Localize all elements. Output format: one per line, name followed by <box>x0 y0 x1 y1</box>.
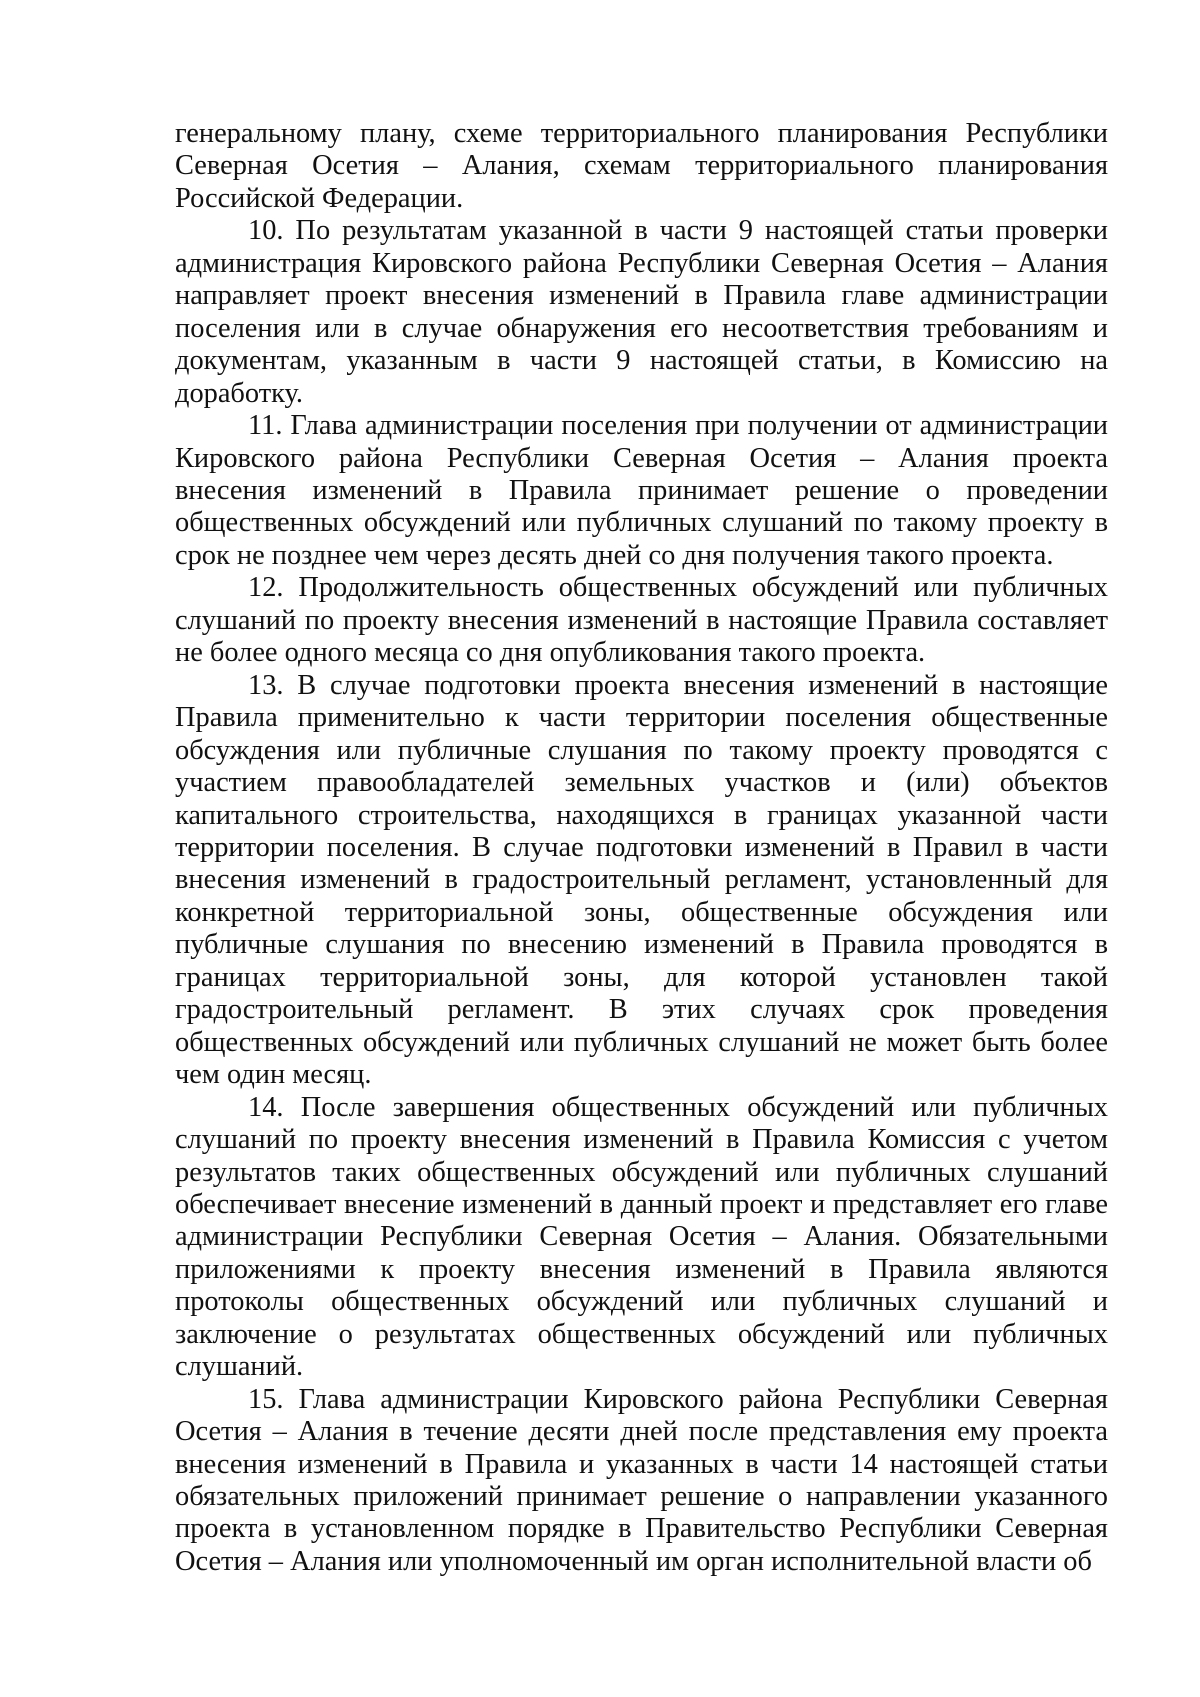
paragraph-14: 14. После завершения общественных обсуждений или публичных слушаний по проекту внесения изменений в Правила Комиссия с учетом результатов таких общественных обсуждений или публичных слушаний обеспечивает внесение изменений в данный проект и представляет его главе администрации Республики Северная Осетия – Алания. Обязательными приложениями к проекту внесения изменений в Правила являются протоколы общественных обсуждений или публичных слушаний и заключение о результатах общественных обсуждений или публичных слушаний. <box>175 1091 1108 1383</box>
paragraph-12: 12. Продолжительность общественных обсуждений или публичных слушаний по проекту внесения изменений в настоящие Правила составляет не более одного месяца со дня опубликования такого проекта. <box>175 572 1108 669</box>
document-page <box>175 118 1108 1578</box>
paragraph-15: 15. Глава администрации Кировского района Республики Северная Осетия – Алания в течение десяти дней после представления ему проекта внесения изменений в Правила и указанных в части 14 настоящей статьи обязательных приложений принимает решение о направлении указанного проекта в установленном порядке в Правительство Республики Северная Осетия – Алания или уполномоченный им орган исполнительной власти об <box>175 1383 1108 1577</box>
paragraph-10: 10. По результатам указанной в части 9 настоящей статьи проверки администрация Кировского района Республики Северная Осетия – Алания направляет проект внесения изменений в Правила главе администрации поселения или в случае обнаружения его несоответствия требованиям и документам, указанным в части 9 настоящей статьи, в Комиссию на доработку. <box>175 215 1108 409</box>
paragraph-11: 11. Глава администрации поселения при получении от администрации Кировского района Республики Северная Осетия – Алания проекта внесения изменений в Правила принимает решение о проведении общественных обсуждений или публичных слушаний по такому проекту в срок не позднее чем через десять дней со дня получения такого проекта. <box>175 410 1108 571</box>
paragraph-continuation: генеральному плану, схеме территориального планирования Республики Северная Осетия – Алания, схемам территориального планирования Российской Федерации. <box>175 118 1108 214</box>
paragraph-13: 13. В случае подготовки проекта внесения изменений в настоящие Правила применительно к части территории поселения общественные обсуждения или публичные слушания по такому проекту проводятся с участием правообладателей земельных участков и (или) объектов капитального строительства, находящихся в границах указанной части территории поселения. В случае подготовки изменений в Правил в части внесения изменений в градостроительный регламент, установленный для конкретной территориальной зоны, общественные обсуждения или публичные слушания по внесению изменений в Правила проводятся в границах территориальной зоны, для которой установлен такой градостроительный регламент. В этих случаях срок проведения общественных обсуждений или публичных слушаний не может быть более чем один месяц. <box>175 669 1108 1091</box>
